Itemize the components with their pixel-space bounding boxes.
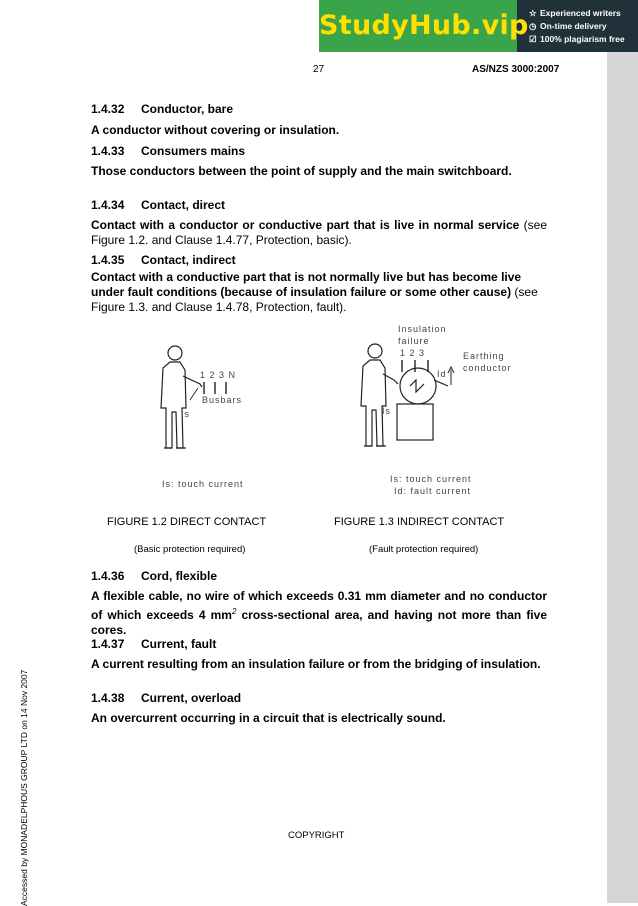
fig13-conductor-label: conductor bbox=[463, 363, 512, 373]
clock-icon: ◷ bbox=[529, 21, 537, 31]
busbars-pointer bbox=[190, 388, 198, 400]
equipment-box bbox=[397, 404, 433, 440]
page-edge-bar bbox=[607, 0, 638, 903]
fig12-is-label: Is bbox=[181, 409, 191, 419]
entry-definition: Those conductors between the point of supply and the main switchboard. bbox=[91, 164, 512, 178]
figure-1-2-subcaption: (Basic protection required) bbox=[134, 544, 246, 555]
fig13-legend-touch: Is: touch current bbox=[390, 474, 472, 484]
fault-zigzag bbox=[410, 380, 424, 392]
figure-1-2-caption: FIGURE 1.2 DIRECT CONTACT bbox=[107, 516, 267, 528]
standard-code: AS/NZS 3000:2007 bbox=[472, 64, 560, 75]
entry-definition: An overcurrent occurring in a circuit that is electrically sound. bbox=[91, 711, 446, 725]
entry-heading: 1.4.32 Conductor, bare bbox=[91, 102, 234, 116]
star-icon: ☆ bbox=[529, 8, 537, 18]
person-head bbox=[168, 346, 182, 360]
check-icon: ☑ bbox=[529, 34, 537, 44]
entry-heading: 1.4.36 Cord, flexible bbox=[91, 569, 218, 583]
entry-heading: 1.4.37 Current, fault bbox=[91, 637, 217, 651]
entry-heading: 1.4.35 Contact, indirect bbox=[91, 253, 236, 267]
entry-heading: 1.4.33 Consumers mains bbox=[91, 144, 246, 158]
entry-definition: Contact with a conductive part that is not normally live but has become live under fault conditions (because of insulation failure or some other cause) (see Figure 1.3. and Clause 1.4.78, Protection, fault). bbox=[91, 270, 538, 314]
feature-list bbox=[529, 7, 625, 46]
entry-definition: A conductor without covering or insulation. bbox=[91, 123, 340, 137]
entry-heading: 1.4.34 Contact, direct bbox=[91, 198, 226, 212]
person-body bbox=[361, 360, 386, 446]
entry-definition: Contact with a conductor or conductive part that is live in normal service (see Figure 1.2. and Clause 1.4.77, Protection, basic). bbox=[91, 218, 547, 247]
page-number: 27 bbox=[313, 64, 325, 75]
person-body bbox=[161, 362, 186, 448]
fig13-id-label: Id bbox=[437, 369, 447, 379]
copyright-footer: COPYRIGHT bbox=[288, 830, 345, 841]
motor-circle bbox=[400, 368, 436, 404]
access-watermark: Accessed by MONADELPHOUS GROUP LTD on 14 Nov 2007 bbox=[19, 669, 29, 906]
fig12-busbars-label: Busbars bbox=[202, 395, 243, 405]
fig13-earthing-label: Earthing bbox=[463, 351, 505, 361]
fig12-legend: Is: touch current bbox=[162, 479, 244, 489]
fig12-bus-labels: 1 2 3 N bbox=[200, 370, 237, 380]
entry-definition: A current resulting from an insulation failure or from the bridging of insulation. bbox=[91, 657, 541, 671]
studyhub-logo[interactable]: StudyHub.vip bbox=[319, 0, 517, 52]
person-head bbox=[368, 344, 382, 358]
entry-heading: 1.4.38 Current, overload bbox=[91, 691, 242, 705]
fig13-insulation-label: Insulation bbox=[398, 324, 447, 334]
figure-1-3-caption: FIGURE 1.3 INDIRECT CONTACT bbox=[334, 516, 505, 528]
fig13-is-label: Is bbox=[382, 406, 392, 416]
ad-banner[interactable] bbox=[319, 0, 638, 52]
fig13-failure-label: failure bbox=[398, 336, 430, 346]
fig13-bus-labels: 1 2 3 bbox=[400, 348, 426, 358]
fig13-legend-fault: Id: fault current bbox=[394, 486, 472, 496]
figure-1-3-subcaption: (Fault protection required) bbox=[369, 544, 479, 555]
feature-item: ☆ Experienced writers bbox=[529, 8, 621, 18]
entry-definition: A flexible cable, no wire of which exceeds 0.31 mm diameter and no conductor of which exceeds 4 $mm^2$ cross-sectional area, and having not more than five cores. bbox=[91, 589, 547, 637]
feature-item: ◷ On-time delivery bbox=[529, 21, 607, 31]
feature-item: ☑ 100% plagiarism free bbox=[529, 34, 625, 44]
